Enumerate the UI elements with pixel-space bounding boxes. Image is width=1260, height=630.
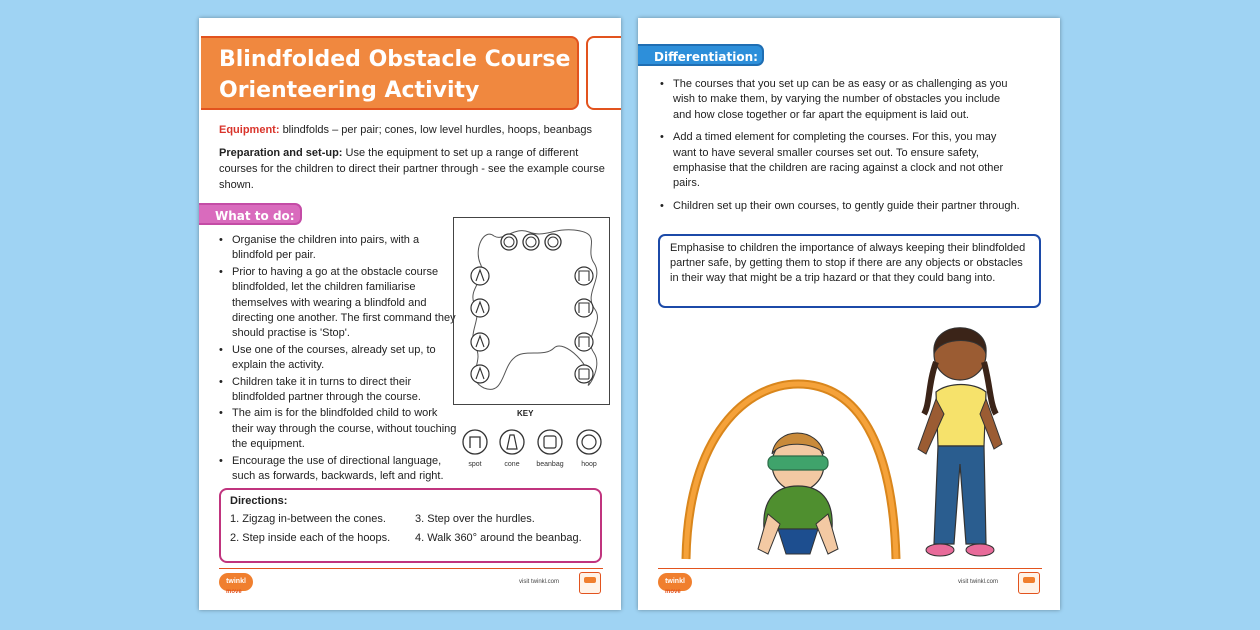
beanbag-icon — [537, 429, 563, 455]
twinkl-logo: twinkl — [658, 573, 692, 591]
list-item: • Encourage the use of directional language, such as forwards, backwards, left and right. — [219, 454, 459, 485]
preparation-paragraph — [219, 145, 609, 193]
footer-url: visit twinkl.com — [519, 579, 560, 585]
key-title: KEY — [517, 409, 534, 418]
page-title-line2: Orienteering Activity — [219, 78, 480, 103]
steps-list — [219, 233, 459, 486]
decorative-corner-box — [586, 36, 621, 110]
hurdle-icon — [462, 429, 488, 455]
directions-title: Directions: — [230, 495, 288, 507]
cone-icon — [499, 429, 525, 455]
list-item: • Prior to having a go at the obstacle course blindfolded, let the children familiarise themselves with wearing a blindfold and directing one another. The first command they should practise is 'Stop'. — [219, 265, 459, 342]
footer-badge-icon — [1018, 572, 1040, 594]
directions-box — [219, 488, 602, 563]
key-item-hoop — [569, 429, 609, 468]
course-diagram — [453, 217, 610, 405]
footer-divider — [658, 568, 1042, 569]
direction-item: 4. Walk 360° around the beanbag. — [415, 532, 582, 544]
footer-badge-icon — [579, 572, 601, 594]
differentiation-list — [660, 77, 1020, 221]
list-item: • Children set up their own courses, to gently guide their partner through. — [660, 199, 1020, 214]
children-obstacle-illustration — [668, 314, 1038, 564]
differentiation-heading: Differentiation: — [638, 44, 764, 66]
title-banner — [201, 36, 579, 110]
preparation-text: Use the equipment to set up a range of different courses for the children to direct their partner through - see the example course shown. — [219, 147, 605, 191]
twinkl-move-label: move — [226, 589, 242, 595]
key-label-spot: spot — [468, 461, 482, 468]
direction-item: 2. Step inside each of the hoops. — [230, 532, 391, 544]
page-title-line1: Blindfolded Obstacle Course — [219, 47, 571, 72]
right-page — [638, 18, 1060, 610]
list-item: • Organise the children into pairs, with a blindfold per pair. — [219, 233, 459, 264]
footer-url: visit twinkl.com — [958, 579, 999, 585]
what-to-do-heading: What to do: — [199, 203, 302, 225]
list-item: • Use one of the courses, already set up, to explain the activity. — [219, 343, 459, 374]
key-label-cone: cone — [504, 461, 520, 468]
list-item: • The courses that you set up can be as easy or as challenging as you wish to make them, by varying the number of obstacles you include and how close together or far apart the equipment is laid out. — [660, 77, 1020, 123]
directions-grid — [230, 513, 591, 544]
preparation-label: Preparation and set-up: — [219, 147, 343, 159]
left-page — [199, 18, 621, 610]
equipment-paragraph — [219, 122, 609, 138]
key-item-spot — [455, 429, 495, 468]
equipment-text: blindfolds – per pair; cones, low level hurdles, hoops, beanbags — [282, 124, 592, 136]
direction-item: 1. Zigzag in-between the cones. — [230, 513, 386, 525]
key-label-beanbag: beanbag — [536, 461, 564, 468]
course-map-illustration — [454, 218, 609, 404]
twinkl-logo: twinkl — [219, 573, 253, 591]
safety-callout: Emphasise to children the importance of always keeping their blindfolded partner safe, by getting them to stop if there are any objects or obstacles in their way that might be a trip hazard or that they could bang into. — [658, 234, 1041, 308]
list-item: • Add a timed element for completing the courses. For this, you may want to have several smaller courses set out. To ensure safety, emphasise that the children are racing against a clock and not other pairs. — [660, 130, 1020, 192]
twinkl-move-label: move — [665, 589, 681, 595]
key-item-beanbag — [530, 429, 570, 468]
key-item-cone — [492, 429, 532, 468]
list-item: • The aim is for the blindfolded child to work their way through the course, without touching the equipment. — [219, 406, 459, 452]
footer-divider — [219, 568, 603, 569]
hoop-icon — [576, 429, 602, 455]
key-label-hoop: hoop — [581, 461, 597, 468]
list-item: • Children take it in turns to direct their blindfolded partner through the course. — [219, 375, 459, 406]
equipment-label: Equipment: — [219, 124, 280, 136]
direction-item: 3. Step over the hurdles. — [415, 513, 535, 525]
children-illustration — [668, 314, 1038, 564]
